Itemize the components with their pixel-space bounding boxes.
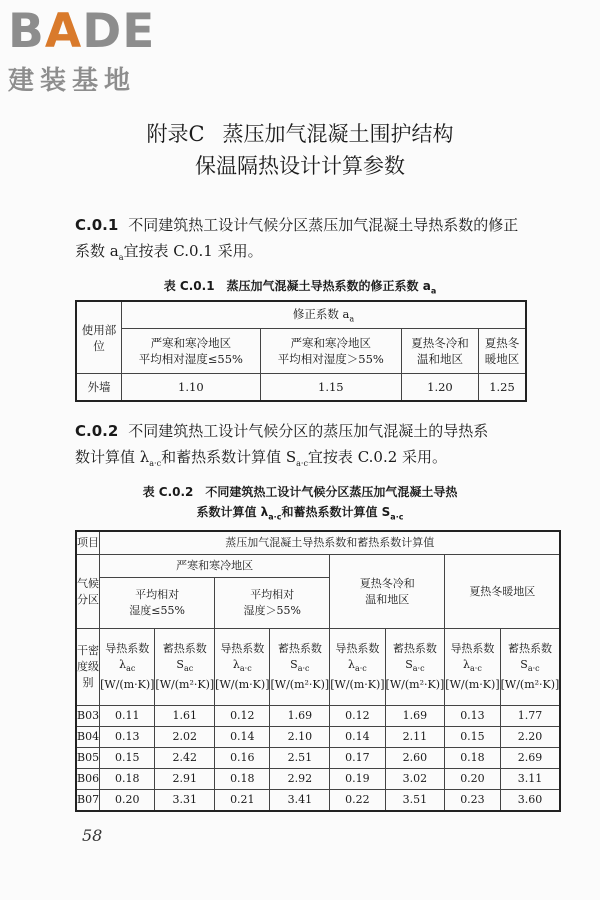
t2-value: 1.69 (270, 706, 330, 727)
t2-main-header: 蒸压加气混凝土导热系数和蓄热系数计算值 (100, 531, 561, 555)
table2-caption-line2a: 系数计算值 λ (196, 505, 269, 519)
logo-brand: BADE (8, 4, 156, 59)
t2-cold-high-header: 平均相对 湿度＞55% (215, 578, 330, 629)
t2-value: 0.21 (215, 790, 270, 812)
t2-value: 2.51 (270, 748, 330, 769)
logo-subtitle: 建装基地 (8, 66, 137, 96)
t2-value: 0.22 (330, 790, 385, 812)
t2-value: 2.69 (500, 748, 560, 769)
t2-value: 2.02 (155, 727, 215, 748)
clause-c01 (75, 212, 525, 271)
t2-cold-header: 严寒和寒冷地区 (100, 555, 330, 578)
table1-caption-text: 表 C.0.1 蒸压加气混凝土导热系数的修正系数 a (163, 279, 431, 293)
clause-c02-line2a: 数计算值 λ (75, 448, 150, 466)
table1-caption (75, 276, 525, 301)
t2-value: 0.20 (445, 769, 500, 790)
t2-hsww-header: 夏热冬暖地区 (445, 555, 561, 629)
t2-unit-row (76, 629, 560, 706)
t2-value: 0.17 (330, 748, 385, 769)
t2-value: 3.41 (270, 790, 330, 812)
t1-row-label: 外墙 (76, 374, 122, 402)
t2-value: 2.60 (385, 748, 445, 769)
t2-grade: B03 (76, 706, 100, 727)
t1-col-4: 夏热冬 暖地区 (479, 329, 526, 374)
t2-value: 0.18 (445, 748, 500, 769)
t2-value: 2.92 (270, 769, 330, 790)
clause-c01-text-1: 不同建筑热工设计气候分区蒸压加气混凝土导热系数的修正系数 a (75, 216, 519, 260)
t2-value: 3.11 (500, 769, 560, 790)
t2-value: 0.13 (445, 706, 500, 727)
t2-value: 1.61 (155, 706, 215, 727)
clause-c01-sub: a (118, 253, 124, 262)
t2-value: 3.31 (155, 790, 215, 812)
t2-value: 0.18 (100, 769, 155, 790)
t1-group-header: 修正系数 $a_a$ (122, 301, 527, 329)
t1-value: 1.20 (401, 374, 478, 402)
t2-value: 3.02 (385, 769, 445, 790)
t2-value: 0.12 (330, 706, 385, 727)
clause-c01-text-2: 宜按表 C.0.1 采用。 (123, 242, 263, 260)
t2-grade: B06 (76, 769, 100, 790)
table2-caption-line1: 表 C.0.2 不同建筑热工设计气候分区蒸压加气混凝土导热 (142, 485, 458, 499)
t2-unit-header: 导热系数 $\lambda_{a\cdot c}$ [W/(m·K)] (215, 629, 270, 706)
clause-c02-line2b: 和蓄热系数计算值 S (161, 448, 297, 466)
t2-value: 0.23 (445, 790, 500, 812)
t2-value: 2.20 (500, 727, 560, 748)
t1-col-3: 夏热冬冷和 温和地区 (401, 329, 478, 374)
clause-c02-line1: 不同建筑热工设计气候分区的蒸压加气混凝土的导热系 (128, 422, 489, 440)
table2-caption-line2b: 和蓄热系数计算值 S (281, 505, 391, 519)
t1-row-header: 使用部位 (76, 301, 122, 374)
t2-value: 0.14 (215, 727, 270, 748)
t2-value: 0.12 (215, 706, 270, 727)
t2-value: 0.11 (100, 706, 155, 727)
table-row (76, 790, 560, 812)
clause-c02-sub1: a·c (149, 459, 162, 468)
t2-value: 0.14 (330, 727, 385, 748)
t2-value: 0.19 (330, 769, 385, 790)
t2-value: 1.69 (385, 706, 445, 727)
t2-unit-header: 导热系数 $\lambda_{a\cdot c}$ [W/(m·K)] (445, 629, 500, 706)
t2-unit-header: 导热系数 $\lambda_{a\cdot c}$ [W/(m·K)] (330, 629, 385, 706)
t1-col-2: 严寒和寒冷地区 平均相对湿度＞55% (260, 329, 401, 374)
t2-unit-header: 蓄热系数 $S_{a\cdot c}$ [W/(m²·K)] (270, 629, 330, 706)
t1-value: 1.15 (260, 374, 401, 402)
appendix-title-line2: 保温隔热设计计算参数 (195, 154, 405, 178)
table-c01 (75, 300, 527, 402)
t2-value: 2.11 (385, 727, 445, 748)
t2-value: 0.15 (445, 727, 500, 748)
clause-c01-number: C.0.1 (75, 216, 119, 234)
t2-unit-header: 导热系数 $\lambda_{ac}$ [W/(m·K)] (100, 629, 155, 706)
table-c02 (75, 530, 561, 812)
table2-caption: 表 C.0.2 不同建筑热工设计气候分区蒸压加气混凝土导热 系数计算值 $\lambda_{a\cdot c}$和蓄热系数计算值 $S_{a\cdot c}$ (142, 485, 458, 522)
appendix-title (0, 118, 600, 182)
clause-c02-sub2: a·c (296, 459, 308, 468)
bade-logo (8, 4, 178, 97)
t2-value: 0.15 (100, 748, 155, 769)
appendix-label: 附录C (146, 122, 205, 146)
t2-climate-header: 气候分区 (76, 555, 100, 629)
t2-value: 3.60 (500, 790, 560, 812)
t2-unit-header: 蓄热系数 $S_{a\cdot c}$ [W/(m²·K)] (385, 629, 445, 706)
t1-value: 1.10 (122, 374, 261, 402)
t2-grade-header: 干密度级别 (76, 629, 100, 706)
t1-value: 1.25 (479, 374, 526, 402)
table1-caption-sub: a (430, 286, 437, 296)
table-row (76, 374, 526, 402)
t2-grade: B07 (76, 790, 100, 812)
t2-value: 2.91 (155, 769, 215, 790)
t2-grade: B04 (76, 727, 100, 748)
t2-grade: B05 (76, 748, 100, 769)
clause-c02-line2c: 宜按表 C.0.2 采用。 (307, 448, 448, 466)
table-row (76, 748, 560, 769)
t2-value: 2.10 (270, 727, 330, 748)
t2-value: 2.42 (155, 748, 215, 769)
t2-cold-low-header: 平均相对 湿度≤55% (100, 578, 215, 629)
t2-hscw-header: 夏热冬冷和 温和地区 (330, 555, 445, 629)
t2-value: 0.13 (100, 727, 155, 748)
t2-value: 0.16 (215, 748, 270, 769)
t2-value: 3.51 (385, 790, 445, 812)
t2-value: 1.77 (500, 706, 560, 727)
appendix-title-line1: 蒸压加气混凝土围护结构 (222, 122, 454, 146)
clause-c02 (75, 418, 525, 477)
t1-col-1: 严寒和寒冷地区 平均相对湿度≤55% (122, 329, 261, 374)
t2-value: 0.20 (100, 790, 155, 812)
t2-value: 0.18 (215, 769, 270, 790)
t2-unit-header: 蓄热系数 $S_{a\cdot c}$ [W/(m²·K)] (500, 629, 560, 706)
table-row (76, 727, 560, 748)
t2-unit-header: 蓄热系数 $S_{ac}$ [W/(m²·K)] (155, 629, 215, 706)
table-row (76, 706, 560, 727)
t2-item-header: 项目 (76, 531, 100, 555)
clause-c02-number: C.0.2 (75, 422, 119, 440)
table-row (76, 769, 560, 790)
page-number: 58 (82, 826, 103, 845)
